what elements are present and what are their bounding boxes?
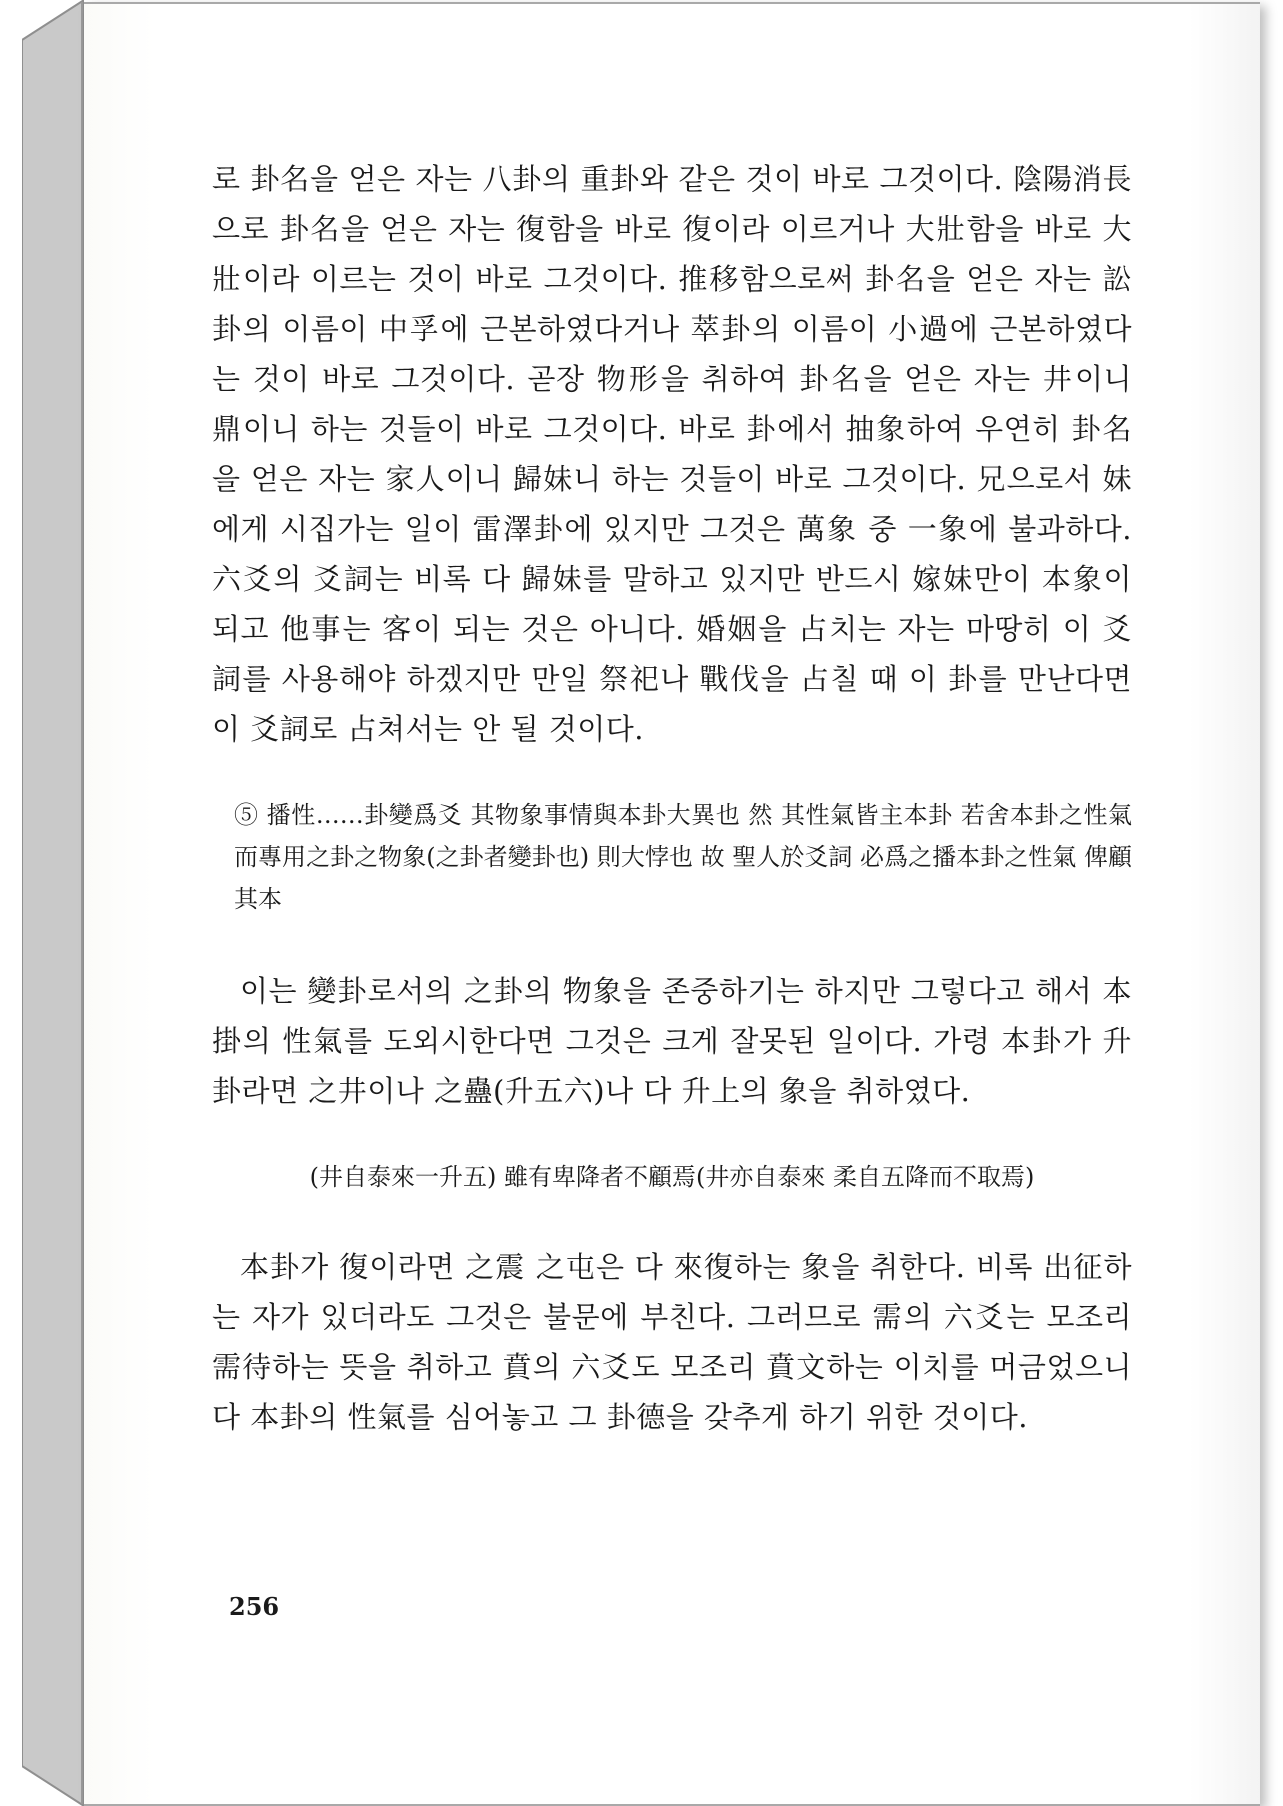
- book-spine: [22, 0, 84, 1806]
- paragraph-1: 로 卦名을 얻은 자는 八卦의 重卦와 같은 것이 바로 그것이다. 陰陽消長으로 卦名을 얻은 자는 復함을 바로 復이라 이르거나 大壯함을 바로 大壯이라 이르는 것이 바로 그것이다. 推移함으로써 卦名을 얻은 자는 訟卦의 이름이 中孚에 근본하였다거나 萃卦의 이름이 小過에 근본하였다는 것이 바로 그것이다. 곧장 物形을 취하여 卦名을 얻은 자는 井이니 鼎이니 하는 것들이 바로 그것이다. 바로 卦에서 抽象하여 우연히 卦名을 얻은 자는 家人이니 歸妹니 하는 것들이 바로 그것이다. 兄으로서 妹에게 시집가는 일이 雷澤卦에 있지만 그것은 萬象 중 一象에 불과하다. 六爻의 爻詞는 비록 다 歸妹를 말하고 있지만 반드시 嫁妹만이 本象이 되고 他事는 客이 되는 것은 아니다. 婚姻을 占치는 자는 마땅히 이 爻詞를 사용해야 하겠지만 만일 祭祀나 戰伐을 占칠 때 이 卦를 만난다면 이 爻詞로 占쳐서는 안 될 것이다.: [212, 162, 1132, 746]
- page-number: 256: [229, 1592, 280, 1621]
- quotation-5-播性: ⑤ 播性……卦變爲爻 其物象事情與本卦大異也 然 其性氣皆主本卦 若舍本卦之性氣 而專用之卦之物象(之卦者變卦也) 則大悖也 故 聖人於爻詞 必爲之播本卦之性氣 俾顧其本: [234, 801, 1132, 913]
- paragraph-2: 이는 變卦로서의 之卦의 物象을 존중하기는 하지만 그렇다고 해서 本掛의 性氣를 도외시한다면 그것은 크게 잘못된 일이다. 가령 本卦가 升卦라면 之井이나 之蠱(升五六)나 다 升上의 象을 취하였다.: [212, 974, 1132, 1108]
- paragraph-3: 本卦가 復이라면 之震 之屯은 다 來復하는 象을 취한다. 비록 出征하는 자가 있더라도 그것은 불문에 부친다. 그러므로 需의 六爻는 모조리 需待하는 뜻을 취하고 賁의 六爻도 모조리 賁文하는 이치를 머금었으니 다 本卦의 性氣를 심어놓고 그 卦德을 갖추게 하기 위한 것이다.: [212, 1250, 1132, 1434]
- page-body: [212, 154, 1132, 1442]
- book-page: [84, 2, 1260, 1806]
- quotation-井自泰來: (井自泰來一升五) 雖有卑降者不顧焉(井亦自泰來 柔自五降而不取焉): [309, 1163, 1035, 1191]
- book-spine-shape: [22, 0, 84, 1806]
